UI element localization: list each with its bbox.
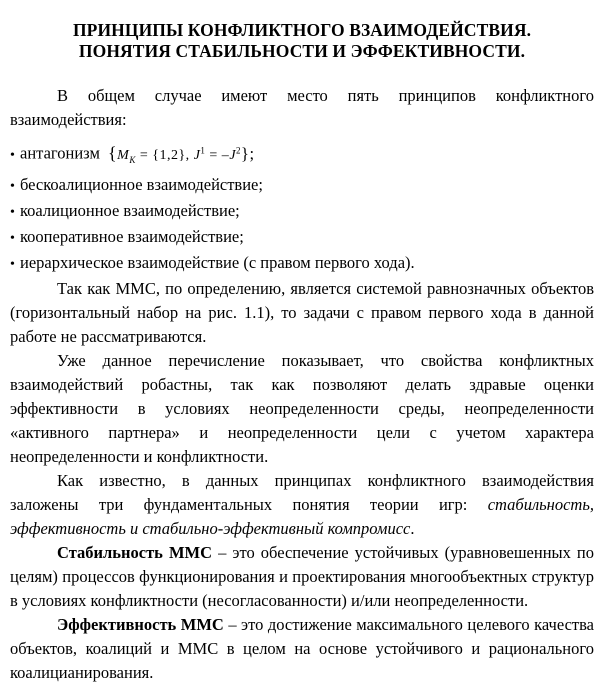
list-item-text: антагонизм [20, 143, 100, 163]
bullet-icon: • [10, 179, 15, 195]
efficiency-term: Эффективность ММС [57, 615, 224, 635]
list-item [10, 134, 594, 175]
list-item-text: кооперативное взаимодействие; [20, 227, 244, 247]
robustness-paragraph: Уже данное перечисление показывает, что свойства конфликтных взаимодействий робастны, так как позволяют делать здравые оценки эффективности в условиях неопределенности среды, неопределенности «активного партнера» и неопределенности цели с учетом характера неопределенности и конфликтности. [10, 351, 594, 467]
list-item [10, 225, 594, 251]
list-item-text: коалиционное взаимодействие; [20, 201, 240, 221]
concepts-end: . [410, 519, 415, 539]
document-page [10, 20, 594, 685]
bullet-icon: • [10, 231, 15, 247]
principles-list [10, 134, 594, 277]
efficiency-paragraph [10, 613, 594, 685]
bullet-icon: • [10, 257, 15, 273]
formula: {$M_K = \{1,2\}$, $J^1 = -J^2$}; [108, 142, 255, 165]
list-item [10, 199, 594, 225]
concepts-text: Как известно, в данных принципах конфликтного взаимодействия заложены три фундаментальных понятия теории игр: [10, 471, 594, 515]
page-title [10, 20, 594, 62]
bullet-icon: • [10, 147, 15, 163]
list-item-text: бескоалиционное взаимодействие; [20, 175, 263, 195]
title-line-1: ПРИНЦИПЫ КОНФЛИКТНОГО ВЗАИМОДЕЙСТВИЯ. [72, 20, 532, 40]
efficiency-definition: – это достижение максимального целевого качества объектов, коалиций и ММС в целом на основе устойчивого и рационального коалицианирования. [10, 615, 595, 683]
stability-paragraph [10, 541, 594, 613]
stability-definition: – это обеспечение устойчивых (уравновешенных по целям) процессов функционирования и проектирования многообъектных структур в условиях конфликтности (несогласованности) и/или неопределенности. [10, 543, 595, 611]
mms-paragraph: Так как ММС, по определению, является системой равнозначных объектов (горизонтальный набор на рис. 1.1), то задачи с правом первого хода в данной работе не рассматриваются. [10, 279, 594, 347]
list-item [10, 173, 594, 199]
concepts-italic: стабильность, эффективность и стабильно-эффективный компромисс [10, 495, 594, 539]
intro-paragraph: В общем случае имеют место пять принципов конфликтного взаимодействия: [10, 86, 594, 129]
list-item-text: иерархическое взаимодействие (с правом первого хода). [20, 253, 415, 273]
bullet-icon: • [10, 205, 15, 221]
title-line-2: ПОНЯТИЯ СТАБИЛЬНОСТИ И ЭФФЕКТИВНОСТИ. [78, 41, 526, 61]
concepts-paragraph [10, 469, 594, 541]
list-item [10, 251, 594, 277]
stability-term: Стабильность ММС [57, 543, 213, 563]
